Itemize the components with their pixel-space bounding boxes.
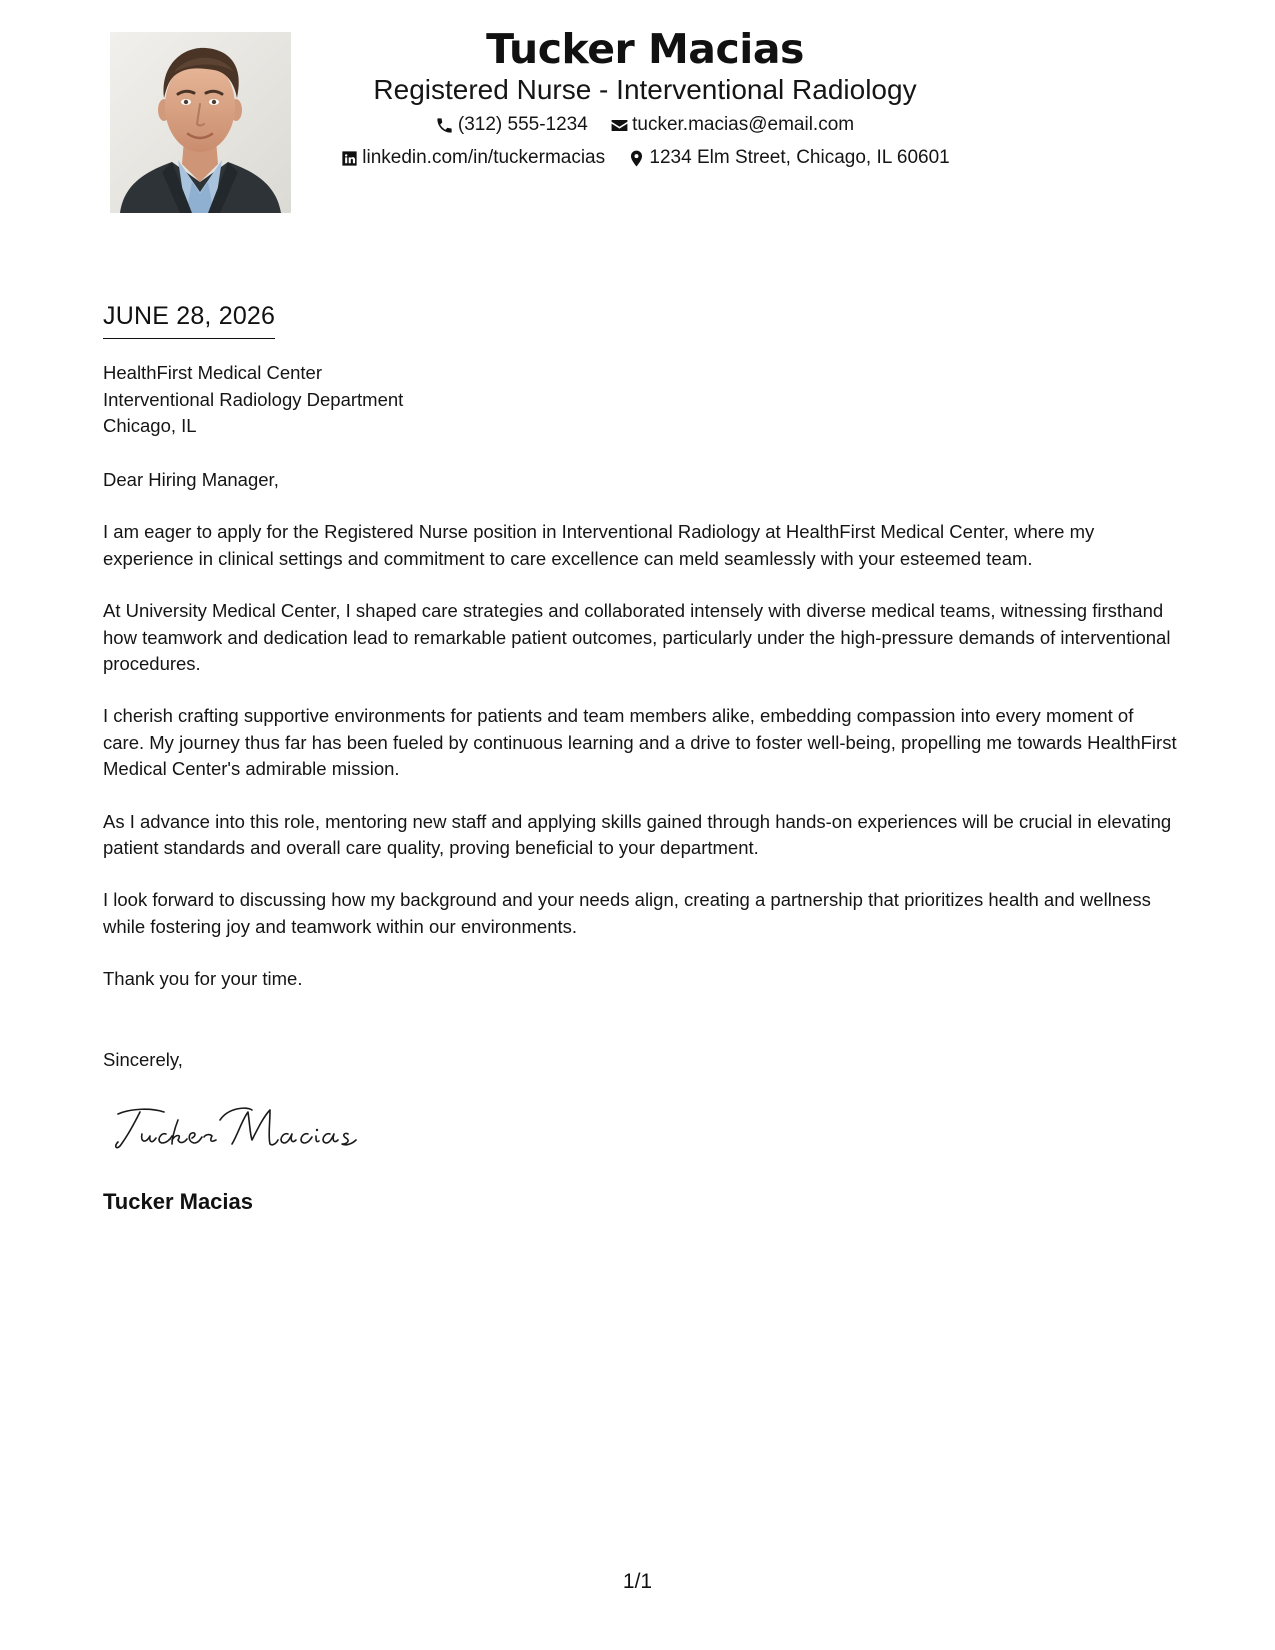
salutation: Dear Hiring Manager, [103, 469, 279, 490]
closing: Sincerely, [103, 1049, 183, 1070]
recipient-block [103, 360, 403, 440]
letter-body [103, 467, 1178, 1019]
body-paragraph: Thank you for your time. [103, 968, 303, 990]
handwritten-signature [112, 1100, 362, 1160]
linkedin-icon [339, 148, 359, 168]
contact-phone [435, 113, 588, 137]
recipient-department: Interventional Radiology Department [103, 388, 404, 410]
page-number: 1/1 [622, 1570, 653, 1593]
phone-icon [435, 115, 455, 135]
contact-row-secondary [0, 146, 1275, 175]
envelope-icon [609, 115, 629, 135]
body-paragraph: I am eager to apply for the Registered Nurse position in Interventional Radiology at HealthFirst Medical Center, where my experience in clinical settings and commitment to care excellence can meld seamlessly with your esteemed team. [103, 521, 1095, 569]
body-paragraph: As I advance into this role, mentoring new staff and applying skills gained through hands-on experiences will be crucial in elevating patient standards and overall care quality, proving beneficial to your department. [103, 810, 1172, 859]
map-marker-icon [626, 148, 646, 168]
phone-text: (312) 555-1234 [457, 114, 588, 135]
recipient-location: Chicago, IL [103, 415, 197, 436]
body-paragraph: I cherish crafting supportive environments for patients and team members alike, embedding compassion into every moment of care. My journey thus far has been fueled by continuous learning and a drive to foster well-being, propelling me towards HealthFirst Medical Center's admirable mission. [103, 705, 1177, 780]
letter-header [0, 0, 1275, 230]
applicant-title: Registered Nurse - Interventional Radiology [373, 74, 917, 105]
applicant-name: Tucker Macias [486, 25, 804, 73]
contact-email[interactable] [609, 113, 854, 137]
recipient-organization: HealthFirst Medical Center [103, 362, 322, 383]
address-text: 1234 Elm Street, Chicago, IL 60601 [649, 147, 950, 168]
contact-address [626, 146, 949, 170]
linkedin-text[interactable]: linkedin.com/in/tuckermacias [362, 147, 606, 168]
contact-row-primary [0, 113, 1275, 142]
letter-date: JUNE 28, 2026 [103, 300, 275, 339]
signed-name: Tucker Macias [103, 1189, 254, 1214]
contact-linkedin[interactable] [339, 146, 605, 170]
body-paragraph: I look forward to discussing how my background and your needs align, creating a partnership that prioritizes health and wellness while fostering joy and teamwork within our environments. [103, 889, 1151, 937]
email-text[interactable]: tucker.macias@email.com [632, 114, 855, 135]
body-paragraph: At University Medical Center, I shaped care strategies and collaborated intensely with diverse medical teams, witnessing firsthand how teamwork and dedication lead to remarkable patient outcomes, particularly under the high-pressure demands of interventional procedures. [103, 600, 1171, 675]
